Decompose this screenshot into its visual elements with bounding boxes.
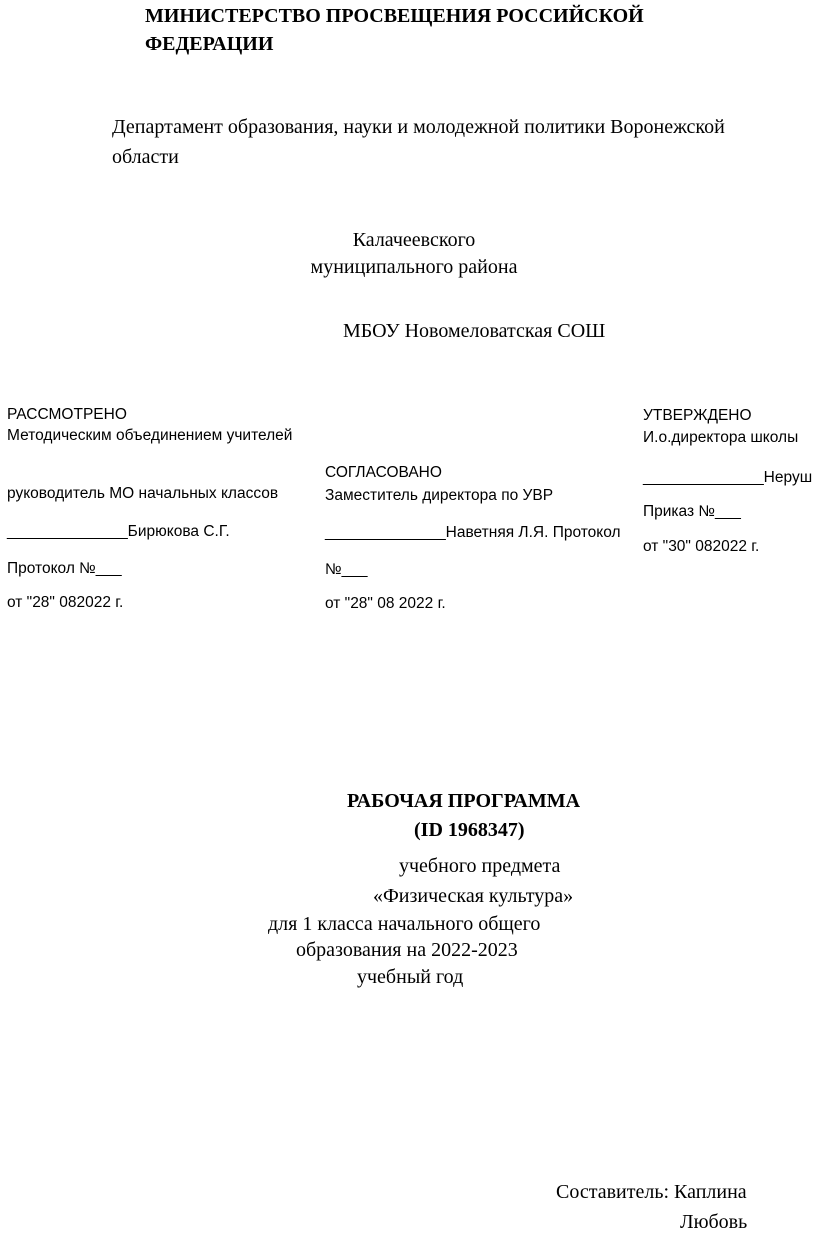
author-line-2: Любовь (680, 1211, 748, 1233)
subject-line-3: для 1 класса начального общего (268, 913, 541, 935)
approved-signature: ______________Неруш (643, 469, 813, 486)
subject-line-4: образования на 2022-2023 (296, 939, 518, 961)
agreed-date: от "28" 08 2022 г. (325, 595, 446, 612)
school-name: МБОУ Новомеловатская СОШ (343, 320, 606, 342)
agreed-heading: СОГЛАСОВАНО (325, 464, 442, 481)
reviewed-protocol: Протокол №___ (7, 560, 122, 577)
reviewed-role: руководитель МО начальных классов (7, 485, 279, 502)
approved-order: Приказ №___ (643, 503, 741, 520)
district-line-1: Калачеевского (352, 229, 476, 251)
agreed-role: Заместитель директора по УВР (325, 487, 554, 504)
reviewed-body: Методическим объединением учителей (7, 427, 293, 444)
department-line-2: области (112, 146, 179, 168)
approved-heading: УТВЕРЖДЕНО (643, 407, 752, 424)
agreed-signature: ______________Наветняя Л.Я. Протокол (325, 524, 621, 541)
ministry-line-1: МИНИСТЕРСТВО ПРОСВЕЩЕНИЯ РОССИЙСКОЙ (145, 5, 644, 27)
reviewed-signature: ______________Бирюкова С.Г. (7, 523, 230, 540)
approved-date: от "30" 082022 г. (643, 538, 760, 555)
program-title: РАБОЧАЯ ПРОГРАММА (347, 790, 581, 812)
reviewed-heading: РАССМОТРЕНО (7, 406, 127, 423)
ministry-line-2: ФЕДЕРАЦИИ (145, 33, 274, 55)
program-id: (ID 1968347) (414, 819, 525, 841)
author-line-1: Составитель: Каплина (556, 1181, 747, 1203)
agreed-number: №___ (325, 561, 368, 578)
subject-line-2: «Физическая культура» (373, 885, 574, 907)
reviewed-date: от "28" 082022 г. (7, 594, 124, 611)
approved-role: И.о.директора школы (643, 429, 799, 446)
department-line-1: Департамент образования, науки и молодежной политики Воронежской (112, 116, 725, 138)
district-line-2: муниципального района (310, 256, 518, 278)
subject-line-5: учебный год (357, 966, 464, 988)
subject-line-1: учебного предмета (399, 855, 561, 877)
